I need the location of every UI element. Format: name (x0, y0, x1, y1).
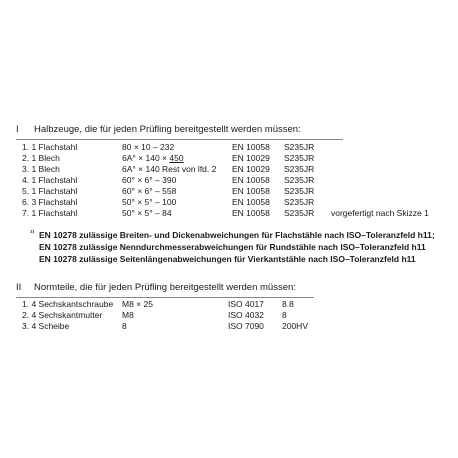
footnote-line-1: EN 10278 zulässige Breiten- und Dickenabweichungen für Flachstähle nach ISO–Toleranzfeld h11; (39, 230, 435, 240)
table-row (0, 310, 458, 321)
row-dimension: 50° × 5° – 84 (122, 208, 172, 218)
row-dimension (122, 153, 184, 163)
row-dimension: 50° × 5° – 100 (122, 197, 177, 207)
row-remark: vorgefertigt nach Skizze 1 (331, 208, 429, 218)
row-dimension: 60° × 6° – 390 (122, 175, 177, 185)
row-dimension: 60° × 6° – 558 (122, 186, 177, 196)
row-norm: ISO 4017 (228, 299, 264, 309)
row-item: 2. 1 Blech (22, 153, 60, 163)
row-item: 2. 4 Sechskantmutter (22, 310, 103, 320)
row-material: S235JR (284, 186, 315, 196)
row-dimension: 80 × 10 – 232 (122, 142, 175, 152)
row-dimension: M8 × 25 (122, 299, 153, 309)
table-row (0, 321, 458, 332)
section-2-divider (16, 297, 314, 298)
row-item: 3. 4 Scheibe (22, 321, 70, 331)
row-material: S235JR (284, 208, 315, 218)
row-dimension-length: 450 (169, 153, 184, 163)
row-norm: EN 10058 (232, 197, 270, 207)
section-2-heading: Normteile, die für jeden Prüfling bereitgestellt werden müssen: (34, 282, 296, 293)
row-item: 4. 1 Flachstahl (22, 175, 78, 185)
table-row (0, 208, 458, 219)
row-item: 1. 1 Flachstahl (22, 142, 78, 152)
row-dimension: M8 (122, 310, 134, 320)
row-material: 8.8 (282, 299, 294, 309)
row-dimension-prefix: 6A° × 140 × (122, 153, 170, 163)
row-norm: ISO 4032 (228, 310, 264, 320)
row-material: 8 (282, 310, 287, 320)
footnote-line-2: EN 10278 zulässige Nenndurchmesserabweichungen für Rundstähle nach ISO–Toleranzfeld h11 (39, 242, 426, 252)
table-row (0, 142, 458, 153)
row-item: 5. 1 Flachstahl (22, 186, 78, 196)
row-material: S235JR (284, 153, 315, 163)
row-material: 200HV (282, 321, 308, 331)
row-norm: EN 10029 (232, 164, 270, 174)
table-row (0, 153, 458, 164)
footnote-marker: ¹⁾ (30, 230, 35, 237)
row-material: S235JR (284, 142, 315, 152)
section-2-numeral: II (16, 282, 22, 293)
table-row (0, 164, 458, 175)
row-material: S235JR (284, 164, 315, 174)
row-item: 6. 3 Flachstahl (22, 197, 78, 207)
row-material: S235JR (284, 175, 315, 185)
table-row (0, 175, 458, 186)
row-norm: EN 10058 (232, 186, 270, 196)
row-material: S235JR (284, 197, 315, 207)
row-norm: EN 10058 (232, 142, 270, 152)
row-norm: EN 10058 (232, 175, 270, 185)
footnote-line-3: EN 10278 zulässige Seitenlängenabweichungen für Vierkantstähle nach ISO–Toleranzfeld h11 (39, 254, 416, 264)
row-dimension: 8 (122, 321, 127, 331)
row-norm: ISO 7090 (228, 321, 264, 331)
row-item: 3. 1 Blech (22, 164, 60, 174)
section-1-numeral: I (16, 124, 19, 135)
row-item: 7. 1 Flachstahl (22, 208, 78, 218)
table-row (0, 186, 458, 197)
table-row (0, 197, 458, 208)
row-norm: EN 10029 (232, 153, 270, 163)
section-1-divider (16, 139, 343, 140)
row-item: 1. 4 Sechskantschraube (22, 299, 114, 309)
table-row (0, 299, 458, 310)
row-norm: EN 10058 (232, 208, 270, 218)
section-1-heading: Halbzeuge, die für jeden Prüfling bereitgestellt werden müssen: (34, 124, 301, 135)
row-dimension: 6A° × 140 Rest von lfd. 2 (122, 164, 217, 174)
